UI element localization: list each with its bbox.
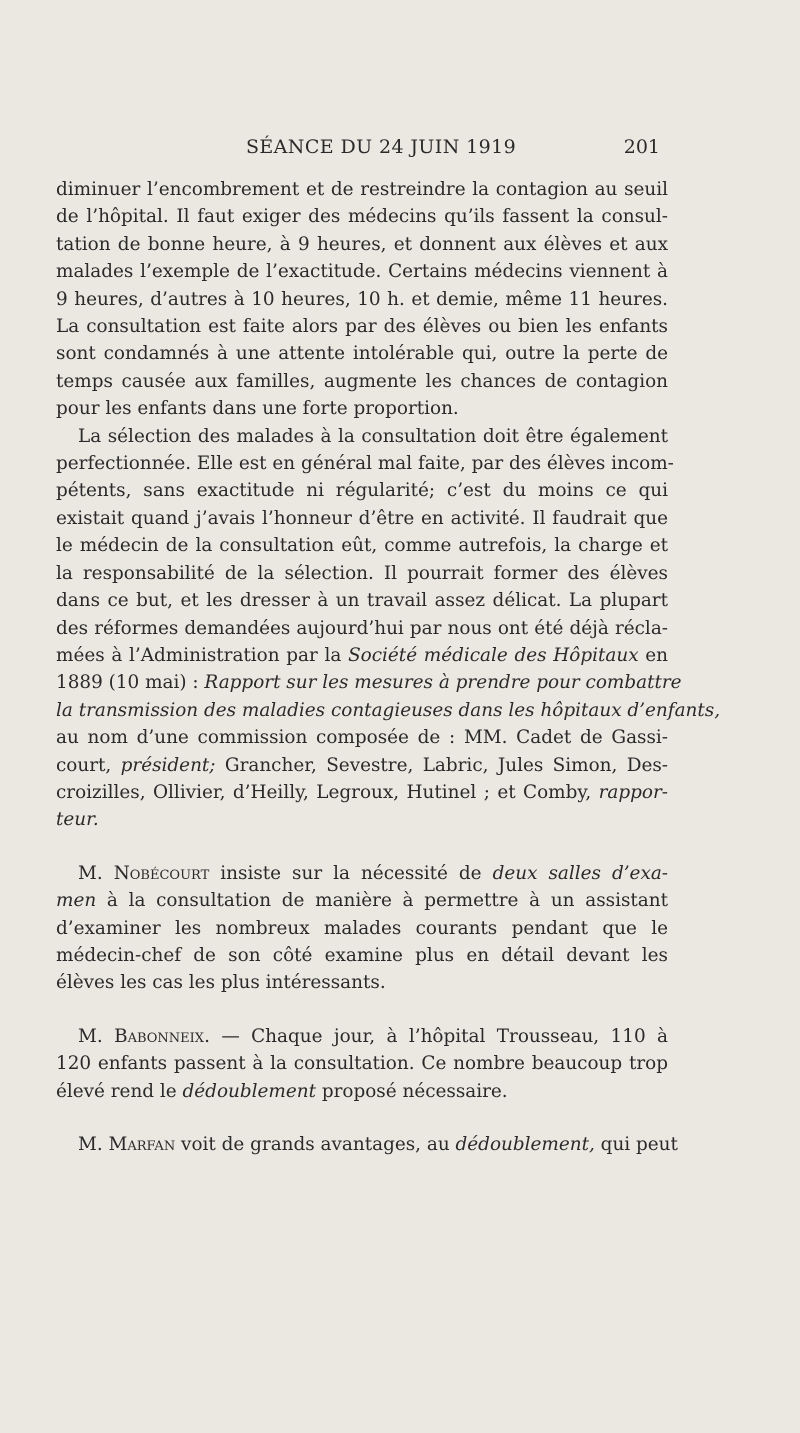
text-line: La consultation est faite alors par des élèves ou bien les enfants bbox=[56, 316, 668, 338]
paragraph-selection bbox=[56, 423, 721, 834]
text-line: perfectionnée. Elle est en général mal faite, par des élèves incom- bbox=[56, 453, 674, 475]
paragraph-gap bbox=[56, 997, 668, 1023]
paragraph-gap bbox=[56, 834, 668, 860]
paragraph-continuation bbox=[56, 176, 668, 423]
paragraph-gap bbox=[56, 1105, 668, 1131]
paragraph-babonneix bbox=[56, 1023, 668, 1105]
text-line: élèves les cas les plus intéressants. bbox=[56, 972, 386, 994]
text-line bbox=[56, 752, 668, 779]
text-run: Grancher, Sevestre, Labric, Jules Simon, Des- bbox=[215, 754, 669, 776]
paragraph-marfan bbox=[56, 1131, 678, 1158]
report-title-cont: la transmission des maladies contagieuses dans les hôpitaux d’enfants, bbox=[56, 699, 721, 721]
text-line bbox=[56, 887, 668, 914]
text-run: voit de grands avantages, au bbox=[175, 1134, 456, 1155]
text-line: pour les enfants dans une forte proportion. bbox=[56, 398, 459, 420]
emphasis: dédoublement bbox=[182, 1080, 316, 1102]
text-run: mées à l’Administration par la bbox=[56, 644, 349, 666]
running-header bbox=[56, 136, 660, 166]
speaker-name: Marfan bbox=[108, 1134, 176, 1155]
running-title: SÉANCE DU 24 JUIN 1919 bbox=[246, 136, 517, 158]
text-line: au nom d’une commission composée de : MM. Cadet de Gassi- bbox=[56, 727, 668, 749]
paragraph-nobecourt bbox=[56, 860, 668, 997]
text-line: La sélection des malades à la consultation doit être également bbox=[78, 425, 668, 447]
text-line bbox=[56, 669, 682, 696]
text-line: tation de bonne heure, à 9 heures, et donnent aux élèves et aux bbox=[56, 233, 668, 255]
text-line: des réformes demandées aujourd’hui par nous ont été déjà récla- bbox=[56, 617, 668, 639]
text-run: M. bbox=[78, 1025, 115, 1047]
text-line bbox=[56, 1131, 678, 1158]
speaker-name: Babonneix bbox=[114, 1025, 205, 1047]
text-run: qui peut bbox=[594, 1134, 678, 1155]
text-line: la responsabilité de la sélection. Il pourrait former des élèves bbox=[56, 562, 668, 584]
text-run: M. bbox=[78, 1134, 109, 1155]
emphasis: men bbox=[56, 890, 97, 912]
text-line: pétents, sans exactitude ni régularité; c’est du moins ce qui bbox=[56, 480, 668, 502]
text-line bbox=[56, 697, 721, 724]
emphasis: dédoublement, bbox=[455, 1134, 595, 1155]
text-line: d’examiner les nombreux malades courants pendant que le bbox=[56, 917, 668, 939]
text-line: le médecin de la consultation eût, comme autrefois, la charge et bbox=[56, 535, 668, 557]
text-line: 120 enfants passent à la consultation. Ce nombre beaucoup trop bbox=[56, 1053, 668, 1075]
text-line: temps causée aux familles, augmente les chances de contagion bbox=[56, 370, 668, 392]
text-line: dans ce but, et les dresser à un travail assez délicat. La plupart bbox=[56, 590, 668, 612]
text-run: . — Chaque jour, à l’hôpital Trousseau, 110 à bbox=[204, 1025, 668, 1047]
text-run: M. bbox=[78, 862, 114, 884]
text-run: 1889 (10 mai) : bbox=[56, 672, 205, 694]
text-line: sont condamnés à une attente intolérable qui, outre la perte de bbox=[56, 343, 668, 365]
role-president: président; bbox=[120, 754, 216, 776]
page-body bbox=[56, 176, 721, 1158]
text-line: diminuer l’encombrement et de restreindre la contagion au seuil bbox=[56, 179, 668, 200]
text-line: malades l’exemple de l’exactitude. Certains médecins viennent à bbox=[56, 261, 668, 283]
text-run: insiste sur la nécessité de bbox=[209, 862, 493, 884]
text-line bbox=[56, 806, 668, 833]
report-title: Rapport sur les mesures à prendre pour combattre bbox=[204, 672, 682, 694]
text-line bbox=[56, 1078, 668, 1105]
text-line bbox=[56, 779, 668, 806]
text-run: en bbox=[638, 644, 669, 666]
speaker-name: Nobécourt bbox=[113, 862, 210, 884]
text-line: 9 heures, d’autres à 10 heures, 10 h. et demie, même 11 heures. bbox=[56, 288, 668, 310]
role-rapporteur-cont: teur. bbox=[56, 809, 99, 831]
text-line bbox=[56, 860, 668, 887]
text-line bbox=[56, 1023, 668, 1050]
page-number: 201 bbox=[623, 136, 660, 158]
text-line bbox=[56, 642, 668, 669]
role-rapporteur: rappor- bbox=[598, 781, 668, 803]
society-name: Société médicale des Hôpitaux bbox=[348, 644, 639, 666]
text-run: court, bbox=[56, 754, 121, 776]
emphasis: deux salles d’exa- bbox=[492, 862, 668, 884]
text-run: élevé rend le bbox=[56, 1080, 183, 1102]
text-line: médecin-chef de son côté examine plus en détail devant les bbox=[56, 944, 668, 966]
text-line: existait quand j’avais l’honneur d’être en activité. Il faudrait que bbox=[56, 507, 668, 529]
text-run: à la consultation de manière à permettre à un assistant bbox=[96, 890, 668, 912]
text-run: proposé nécessaire. bbox=[315, 1080, 508, 1102]
text-line: de l’hôpital. Il faut exiger des médecins qu’ils fassent la consul- bbox=[56, 206, 668, 228]
text-run: croizilles, Ollivier, d’Heilly, Legroux, Hutinel ; et Comby, bbox=[56, 781, 599, 803]
